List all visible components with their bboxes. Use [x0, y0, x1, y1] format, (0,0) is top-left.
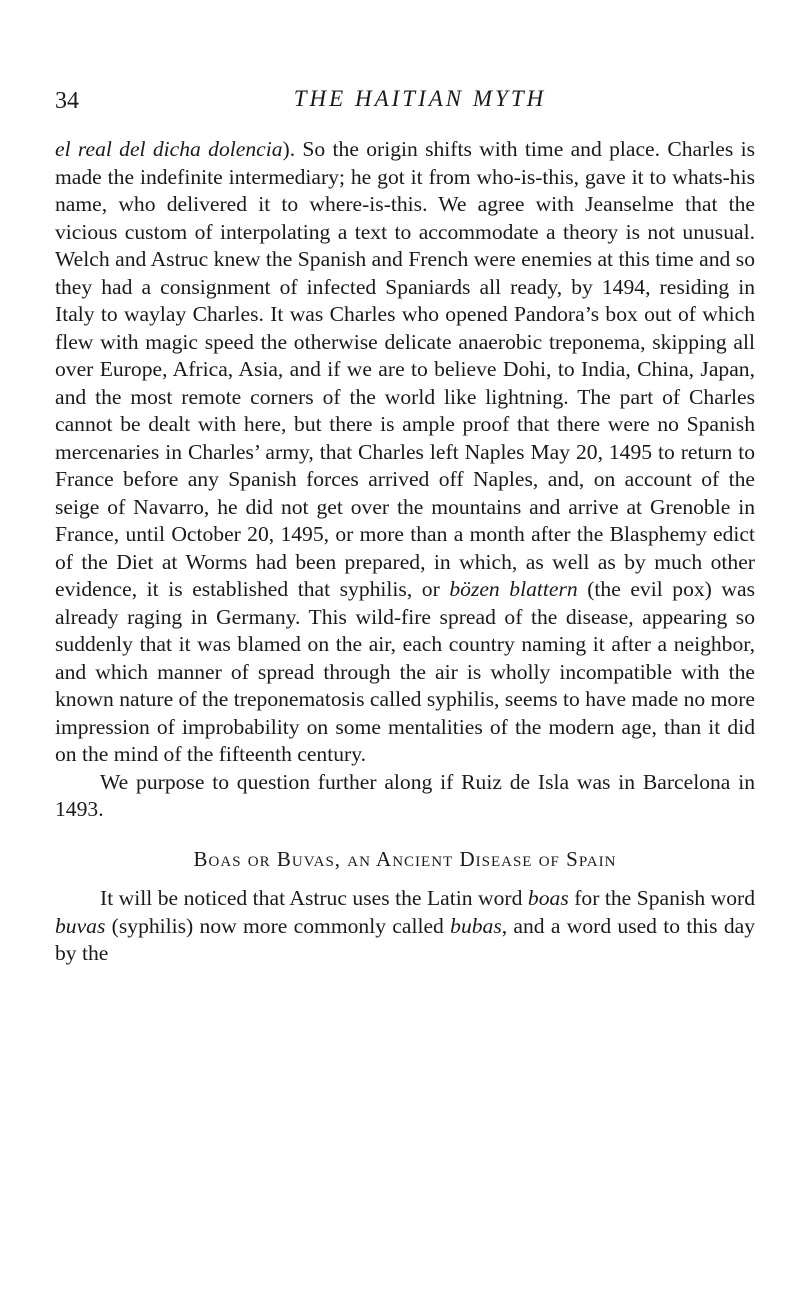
paragraph-2: We purpose to question further along if Ruiz de Isla was in Barcelona in 1493. — [55, 769, 755, 821]
paragraph-3 — [55, 885, 755, 968]
body-text — [55, 136, 755, 968]
paragraph-1 — [55, 136, 755, 769]
paragraph-text: It will be noticed that Astruc uses the Latin word — [100, 886, 528, 910]
section-heading — [55, 846, 755, 874]
page-number: 34 — [55, 88, 79, 114]
italic-word: bubas — [450, 913, 502, 938]
section-heading-part: Boas or Buvas — [193, 846, 335, 871]
section-heading-part: , an Ancient Disease of Spain — [334, 846, 617, 871]
italic-word: buvas — [55, 913, 106, 938]
paragraph-text: ). So the origin shifts with time and place. Charles is made the indefinite intermediary; he got it from who-is-this, gave it to whats-his name, who delivered it to where-is-this. We agree with Jeanselme that the vicious custom of interpolating a text to accommodate a theory is not unusual. Welch and Astruc knew the Spanish and French were enemies at this time and so they had a consignment of infected Spaniards all ready, by 1494, residing in Italy to waylay Charles. It was Charles who opened Pandora’s box out of which flew with magic speed the otherwise delicate anaerobic treponema, skipping all over Europe, Africa, Asia, and if we are to believe Dohi, to India, China, Japan, and the most remote corners of the world like lightning. The part of Charles cannot be dealt with here, but there is ample proof that there were no Spanish mercenaries in Charles’ army, that Charles left Naples May 20, 1495 to return to France before any Spanish forces arrived off Naples, and, on account of the seige of Navarro, he did not get over the mountains and arrive at Grenoble in France, until October 20, 1495, or more than a month after the Blasphemy edict of the Diet at Worms had been prepared, in which, as well as by much other evidence, it is established that syphilis, or — [55, 137, 755, 601]
running-head: THE HAITIAN MYTH — [293, 86, 547, 111]
page-header — [0, 78, 800, 118]
paragraph-text: (the evil pox) was already raging in Germany. This wild-fire spread of the disease, appearing so suddenly that it was blamed on the air, each country naming it after a neighbor, and which manner of spread through the air is wholly incompatible with the known nature of the treponematosis called syphilis, seems to have made no more impression of improbability on some mentalities of the modern age, than it did on the mind of the fifteenth century. — [55, 577, 755, 766]
italic-phrase: el real del dicha dolencia — [55, 137, 283, 161]
paragraph-text: (syphilis) now more commonly called — [105, 913, 451, 938]
paragraph-text: , and a word used to this day by the — [55, 913, 756, 965]
italic-word: boas — [527, 886, 569, 910]
paragraph-text: for the Spanish word — [568, 886, 756, 910]
italic-phrase: bözen blattern — [449, 577, 578, 601]
